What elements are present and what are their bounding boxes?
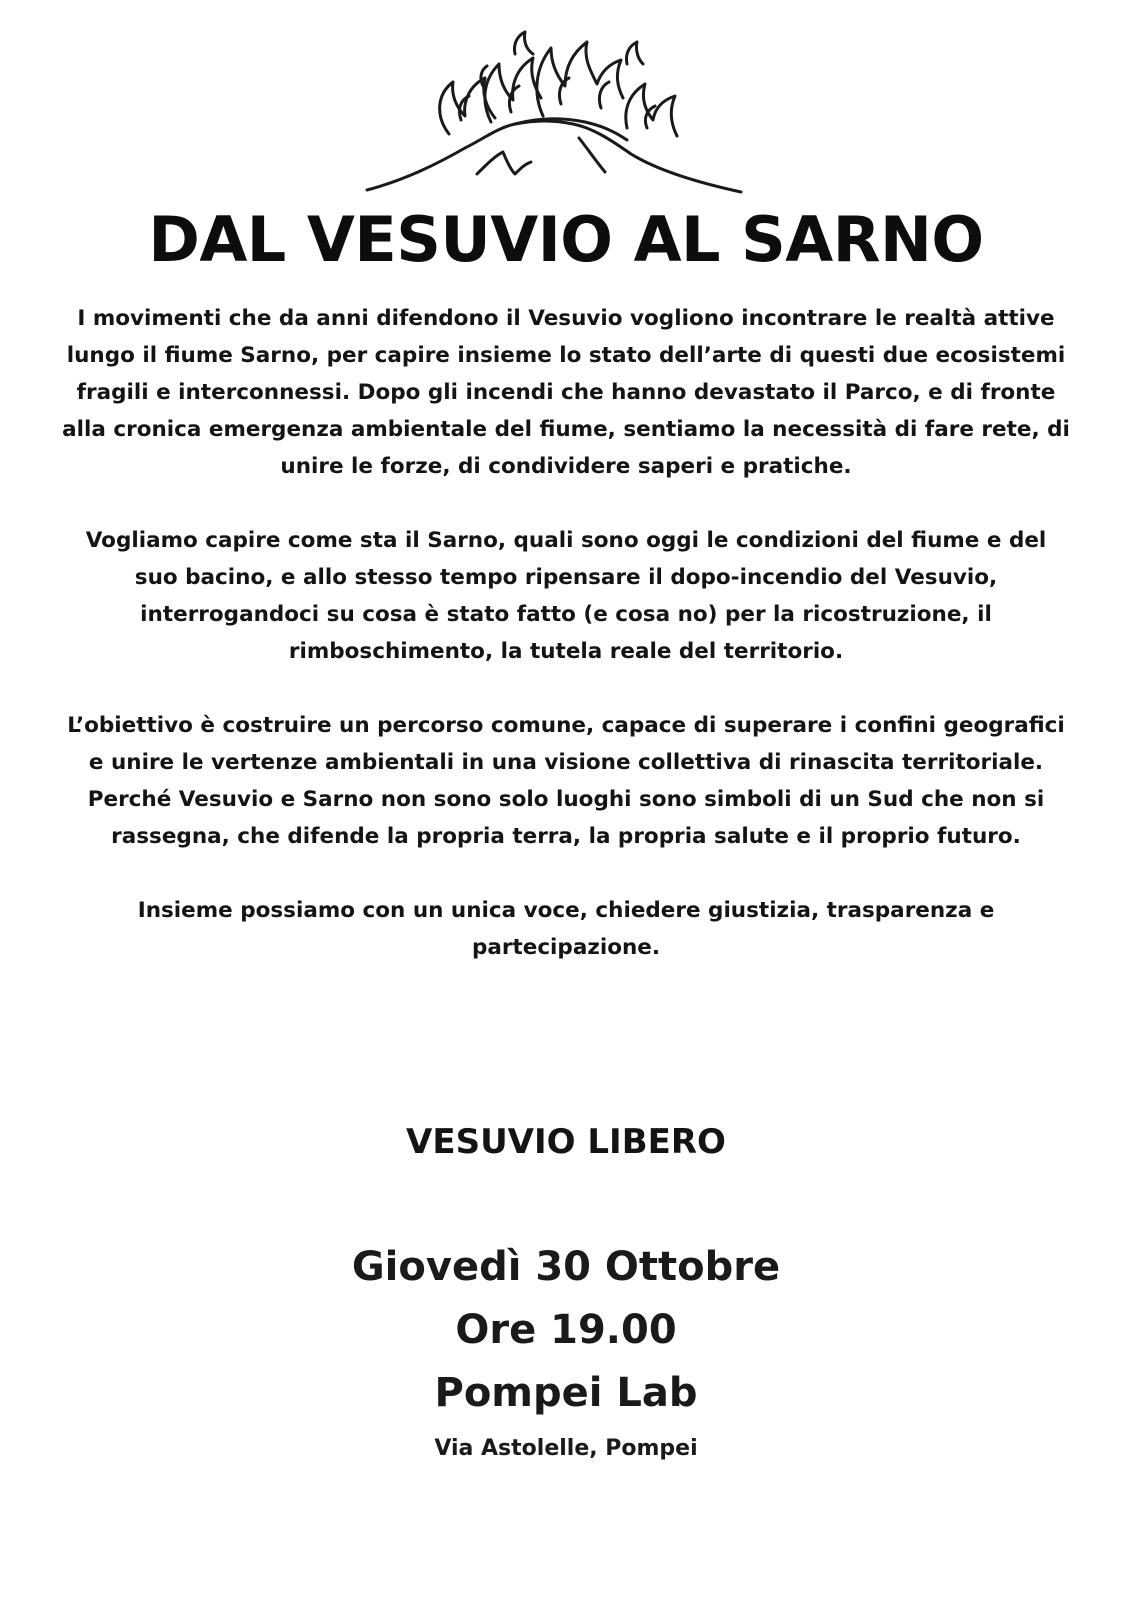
paragraph-sarno: Vogliamo capire come sta il Sarno, quali sono oggi le condizioni del fiume e del suo bacino, e allo stesso tempo ripensare il dopo-incendio del Vesuvio, interrogandoci su cosa è stato fatto (e cosa no) per la ricostruzione, il rimboschimento, la tutela reale del territorio. — [85, 528, 1047, 664]
page-title: DAL VESUVIO AL SARNO — [148, 203, 984, 276]
paragraph-intro: I movimenti che da anni difendono il Vesuvio vogliono incontrare le realtà attive lungo il fiume Sarno, per capire insieme lo stato dell’arte di questi due ecosistemi fragili e interconnessi. Dopo gli incendi che hanno devastato il Parco, e di fronte alla cronica emergenza ambientale del fiume, sentiamo la necessità di fare rete, di unire le forze, di condividere saperi e pratiche. — [62, 306, 1070, 479]
paragraph-together: Insieme possiamo con un unica voce, chiedere giustizia, trasparenza e partecipazione. — [137, 898, 995, 960]
event-date: Giovedì 30 Ottobre — [351, 1244, 781, 1290]
paragraph-symbols: Perché Vesuvio e Sarno non sono solo luoghi sono simboli di un Sud che non si rassegna, che difende la propria terra, la propria salute e il proprio futuro. — [87, 787, 1045, 849]
event-details — [0, 1236, 1132, 1469]
event-address: Via Astolelle, Pompei — [434, 1436, 698, 1461]
paragraph-objective: L’obiettivo è costruire un percorso comune, capace di superare i confini geografici e unire le vertenze ambientali in una visione collettiva di rinascita territoriale. — [67, 713, 1065, 775]
volcano-flames-icon — [365, 24, 745, 199]
organizer-signature: VESUVIO LIBERO — [406, 1122, 726, 1162]
body-text — [62, 300, 1070, 966]
event-time: Ore 19.00 — [455, 1307, 677, 1353]
event-venue: Pompei Lab — [434, 1370, 698, 1416]
